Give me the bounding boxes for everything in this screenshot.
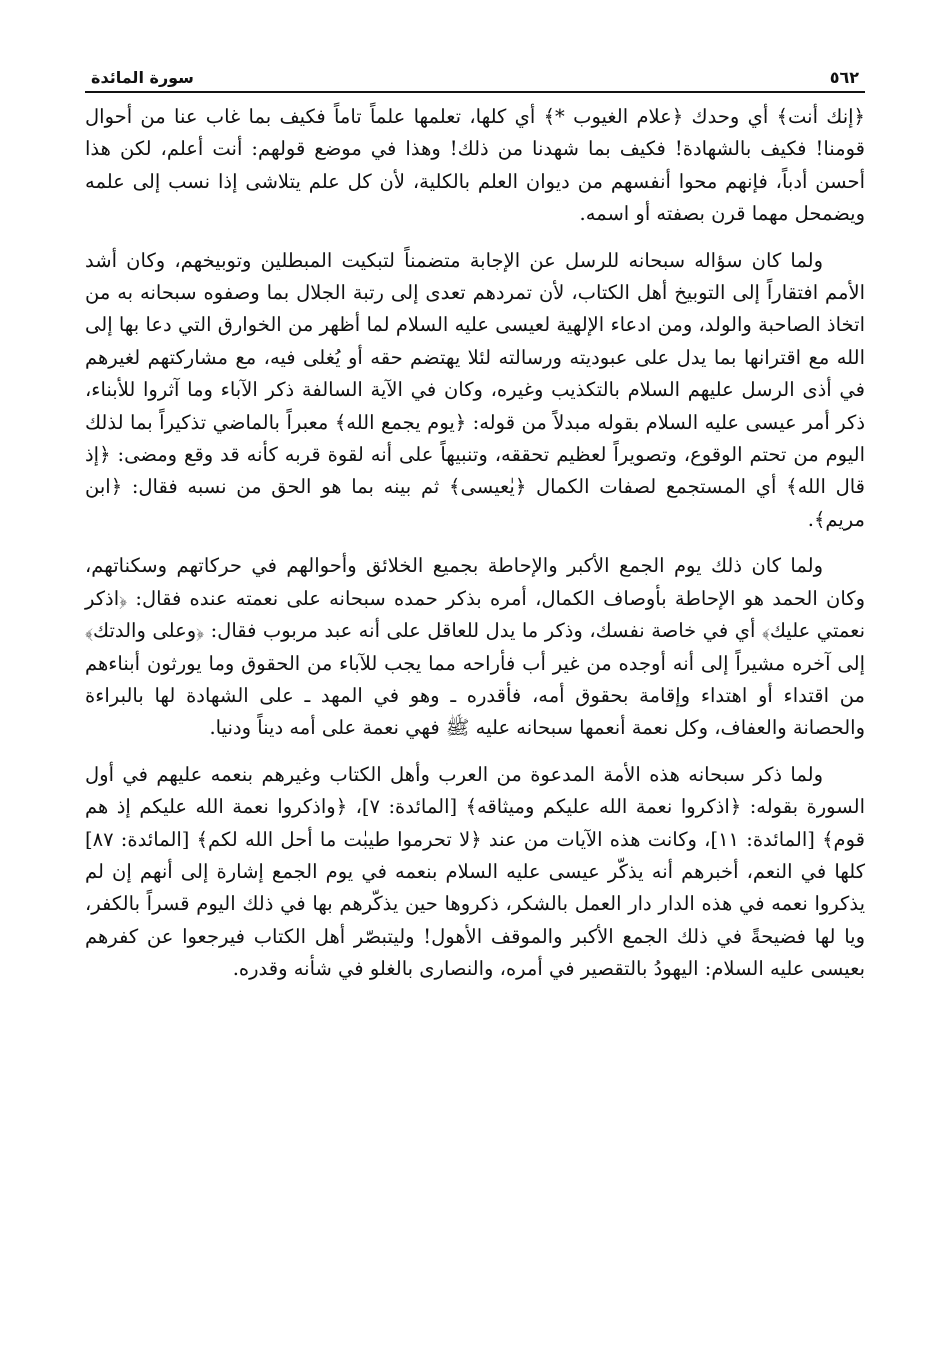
page-header (85, 55, 865, 87)
header-rule (85, 91, 865, 93)
body-text (85, 101, 865, 986)
paragraph-4: ولما ذكر سبحانه هذه الأمة المدعوة من العرب وأهل الكتاب وغيرهم بنعمه عليهم في أول السورة بقوله: ﴿اذكروا نعمة الله عليكم وميثاقه﴾ [المائدة: ٧]، ﴿واذكروا نعمة الله عليكم إذ هم قوم﴾ [المائدة: ١١]، وكانت هذه الآيات من عند ﴿لا تحرموا طيبٰت ما أحل الله لكم﴾ [المائدة: ٨٧] كلها في النعم، أخبرهم أنه يذكّر عيسى عليه السلام بنعمه في يوم الجمع إشارة إلى أنهم إن لم يذكروا نعمه في هذه الدار دار العمل بالشكر، ذكروها حين يذكّرهم بها في ذلك اليوم قسراً بالكفر، ويا لها فضيحةً في ذلك الجمع الأكبر والموقف الأهول! وليتبصّر أهل الكتاب فيرجعوا عن كفرهم بعيسى عليه السلام: اليهودُ بالتقصير في أمره، والنصارى بالغلو في شأنه وقدره. (85, 762, 865, 981)
paragraph-3: ولما كان ذلك يوم الجمع الأكبر والإحاطة بجميع الخلائق وأحوالهم في حركاتهم وسكناتهم، وكان الحمد هو الإحاطة بأوصاف الكمال، أمره بذكر حمده سبحانه على نعمته عنده فقال: ﴿اذكر نعمتي عليك﴾ أي في خاصة نفسك، وذكر ما يدل للعاقل على أنه عبد مربوب فقال: ﴿وعلى والدتك﴾ إلى آخره مشيراً إلى أنه أوجده من غير أب فأراحه مما يجب للآباء من الحقوق وما يورثون أبناءهم من اقتداء أو اهتداء وإقامة بحقوق أمه، فأقدره ـ وهو في المهد ـ على الشهادة لها بالبراءة والحصانة والعفاف، وكل نعمة أنعمها سبحانه عليه ﷺ فهي نعمة على أمه ديناً ودنيا. (85, 554, 865, 740)
surah-title: سورة المائدة (91, 68, 194, 87)
page (85, 55, 865, 1000)
paragraph-1: ﴿إنك أنت﴾ أي وحدك ﴿علام الغيوب *﴾ أي كلها، تعلمها علماً تاماً فكيف بما غاب عنا من أحوال قومنا! فكيف بالشهادة! فكيف بما شهدنا من ذلك! وهذا في موضع قولهم: أنت أعلم، لكن هذا أحسن أدباً، فإنهم محوا أنفسهم من ديوان العلم بالكلية، لأن كل علم يتلاشى إذا نسب إلى علمه ويضمحل مهما قرن بصفته أو اسمه. (85, 105, 865, 226)
paragraph-2: ولما كان سؤاله سبحانه للرسل عن الإجابة متضمناً لتبكيت المبطلين وتوبيخهم، وكان أشد الأمم افتقاراً إلى التوبيخ أهل الكتاب، لأن تمردهم تعدى إلى رتبة الجلال بما وصفوه سبحانه به من اتخاذ الصاحبة والولد، ومن ادعاء الإلهية لعيسى عليه السلام لما أظهر من الخوارق التي دعا بها إلى الله مع اقترانها بما يدل على عبوديته ورسالته لئلا يهتضم حقه أو يُغلى فيه، مع مشاركتهم لغيرهم في أذى الرسل عليهم السلام بالتكذيب وغيره، وكان في الآية السالفة ذكر الآباء وما آثروا للأبناء، ذكر أمر عيسى عليه السلام بقوله مبدلاً من قوله: ﴿يوم يجمع الله﴾ معبراً بالماضي تذكيراً بما لذلك اليوم من تحتم الوقوع، وتصويراً لعظيم تحققه، وتنبيهاً على أنه لقوة قربه كأنه قد وقع ومضى: ﴿إذ قال الله﴾ أي المستجمع لصفات الكمال ﴿يٰعيسى﴾ ثم بينه بما هو الحق من نسبه فقال: ﴿ابن مريم﴾. (85, 248, 865, 531)
page-number: ٥٦٢ (829, 68, 859, 87)
